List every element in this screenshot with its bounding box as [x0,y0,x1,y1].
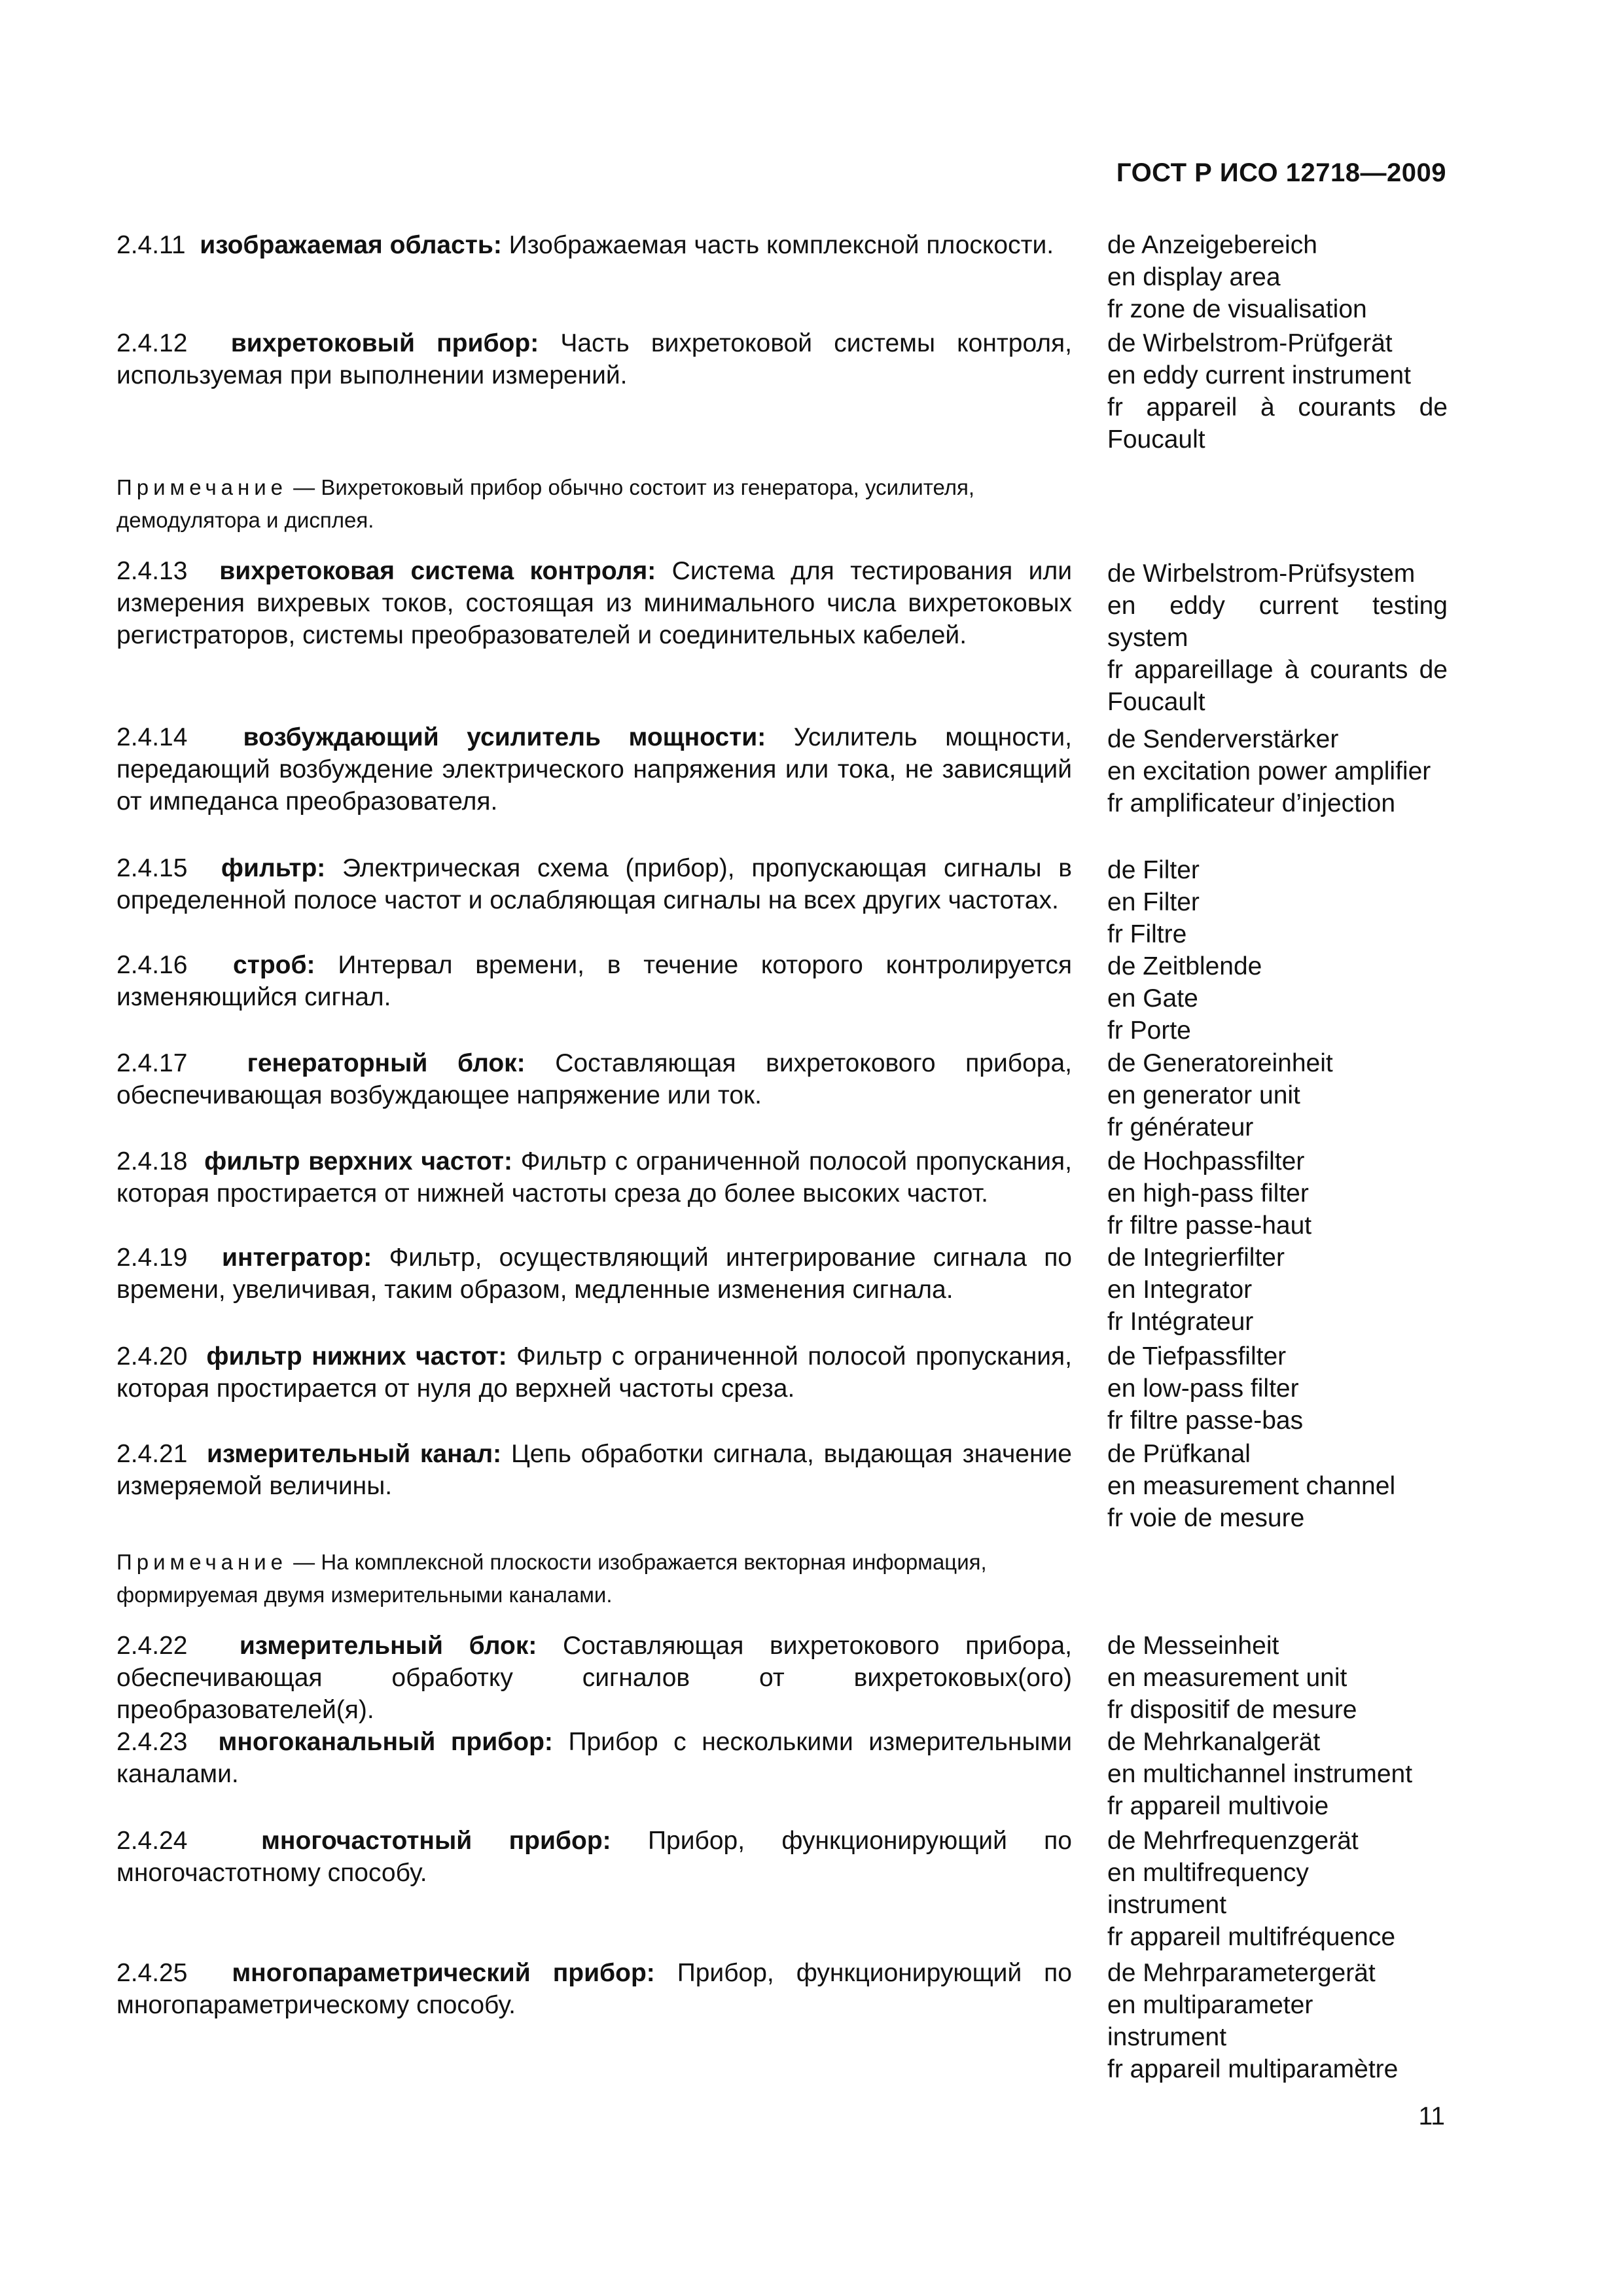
translation-de: de Tiefpassfilter [1107,1342,1287,1371]
note-text: — На комплексной плоскости изображается векторная информация, формируемая двумя измерительными каналами. [116,1550,987,1607]
term-number: 2.4.24 [116,1827,188,1855]
term-name: вихретоковая система контроля: [219,557,656,585]
translation-fr: fr appareil multivoie [1107,1792,1329,1820]
term-definition: Фильтр с ограниченной полосой пропускания, которая простирается от нуля до верхней частоты среза. [116,1342,1073,1403]
term-definition: Цепь обработки сигнала, выдающая значение измеряемой величины. [116,1440,1072,1500]
translation-en: en Integrator [1107,1276,1253,1304]
term-number: 2.4.23 [116,1728,188,1756]
term-definition: Фильтр с ограниченной полосой пропускания, которая простирается от нижней частоты среза до более высоких частот. [116,1147,1073,1208]
term-translations [1107,854,1448,950]
term-number: 2.4.11 [116,231,186,259]
translation-fr: fr voie de mesure [1107,1504,1305,1532]
term-number: 2.4.13 [116,557,188,585]
translation-en: en high-pass filter [1107,1179,1309,1208]
term-name: фильтр верхних частот: [204,1147,512,1175]
term-entry [116,1630,1072,1726]
translation-en: en measurement unit [1107,1664,1347,1692]
translation-de: de Zeitblende [1107,952,1262,980]
term-entry [116,1340,1072,1405]
term-translations [1107,1242,1448,1338]
term-translations [1107,1957,1448,2085]
term-number: 2.4.15 [116,854,188,882]
term-name: многоканальный прибор: [218,1728,553,1756]
term-translations [1107,327,1448,456]
term-entry [116,721,1072,817]
term-name: фильтр: [221,854,326,882]
term-number: 2.4.16 [116,951,188,979]
translation-fr: fr filtre passe-bas [1107,1407,1304,1435]
term-translations [1107,723,1448,819]
term-definition: Изображаемая часть комплексной плоскости. [508,231,1054,259]
term-number: 2.4.14 [116,723,188,751]
term-name: многочастотный прибор: [261,1827,611,1855]
term-entry [116,1145,1072,1210]
term-translations [1107,1340,1448,1437]
term-definition: Система для тестирования или измерения вихревых токов, состоящая из минимального числа вихретоковых регистраторов, системы преобразователей и соединительных кабелей. [116,557,1072,649]
term-definition: Усилитель мощности, передающий возбуждение электрического напряжения или тока, не зависящий от импеданса преобразователя. [116,723,1073,816]
term-definition: Электрическая схема (прибор), пропускающая сигналы в определенной полосе частот и ослабляющая сигналы на всех других частотах. [116,854,1073,914]
term-number: 2.4.18 [116,1147,188,1175]
translation-fr: fr Intégrateur [1107,1308,1254,1336]
term-translations [1107,1145,1448,1242]
term-definition: Прибор, функционирующий по многопараметрическому способу. [116,1959,1072,2019]
term-translations [1107,229,1448,325]
term-translations [1107,1630,1448,1726]
term-definition: Часть вихретоковой системы контроля, используемая при выполнении измерений. [116,329,1072,389]
term-number: 2.4.25 [116,1959,188,1987]
term-definition: Составляющая вихретокового прибора, обеспечивающая обработку сигналов от вихретоковых(ого) преобразователей(я). [116,1632,1073,1724]
translation-de: de Messeinheit [1107,1632,1279,1660]
document-header: ГОСТ Р ИСО 12718—2009 [1116,158,1446,187]
term-entry [116,555,1072,651]
translation-en: en display area [1107,263,1281,291]
term-number: 2.4.12 [116,329,188,357]
term-number: 2.4.21 [116,1440,188,1468]
translation-de: de Mehrparametergerät [1107,1959,1376,1987]
translation-de: de Filter [1107,856,1200,884]
translation-fr: fr appareil multifréquence [1107,1923,1396,1951]
term-translations [1107,1825,1448,1953]
term-entry [116,1726,1072,1790]
term-entry [116,1242,1072,1306]
translation-en: en excitation power amplifier [1107,757,1431,785]
term-name: интегратор: [221,1244,372,1272]
translation-de: de Hochpassfilter [1107,1147,1305,1175]
translation-en: en measurement channel [1107,1472,1396,1500]
translation-de: de Prüfkanal [1107,1440,1251,1468]
term-name: фильтр нижних частот: [206,1342,507,1371]
translation-de: de Anzeigebereich [1107,231,1317,259]
term-name: изображаемая область: [200,231,502,259]
term-entry [116,229,1072,261]
translation-fr: fr dispositif de mesure [1107,1696,1357,1724]
term-name: многопараметрический прибор: [232,1959,655,1987]
term-translations [1107,950,1448,1047]
translation-en: en multifrequency instrument [1107,1859,1309,1919]
translation-en: en eddy current testing system [1107,592,1448,652]
term-name: измерительный канал: [207,1440,502,1468]
translation-fr: fr filtre passe-haut [1107,1211,1312,1240]
translation-en: en multichannel instrument [1107,1760,1413,1788]
page-number: 11 [1418,2102,1445,2130]
term-definition: Прибор с несколькими измерительными каналами. [116,1728,1072,1788]
term-name: вихретоковый прибор: [230,329,539,357]
note-text: — Вихретоковый прибор обычно состоит из генератора, усилителя, демодулятора и дисплея. [116,475,975,532]
translation-fr: fr amplificateur d’injection [1107,789,1396,817]
term-entry [116,1957,1072,2021]
term-definition: Интервал времени, в течение которого контролируется изменяющийся сигнал. [116,951,1073,1011]
term-entry [116,852,1072,916]
translation-fr: fr appareil multiparamètre [1107,2055,1399,2083]
term-entry [116,1047,1072,1111]
term-entry [116,1825,1072,1889]
term-definition: Прибор, функционирующий по многочастотному способу. [116,1827,1072,1887]
translation-en: en low-pass filter [1107,1374,1299,1403]
translation-de: de Mehrkanalgerät [1107,1728,1321,1756]
term-name: возбуждающий усилитель мощности: [243,723,766,751]
note [116,1546,1072,1611]
translation-en: en generator unit [1107,1081,1300,1109]
translation-de: de Wirbelstrom-Prüfsystem [1107,560,1416,588]
note [116,471,1072,537]
term-name: генераторный блок: [247,1049,526,1077]
term-entry [116,327,1072,391]
translation-en: en eddy current instrument [1107,361,1411,389]
translation-fr: fr Porte [1107,1016,1191,1045]
translation-en: en Gate [1107,984,1198,1013]
term-name: строб: [233,951,315,979]
translation-de: de Generatoreinheit [1107,1049,1333,1077]
translation-en: en Filter [1107,888,1200,916]
term-translations [1107,1047,1448,1143]
term-translations [1107,1726,1448,1822]
translation-de: de Senderverstärker [1107,725,1339,753]
term-translations [1107,558,1448,718]
term-entry [116,949,1072,1013]
translation-de: de Wirbelstrom-Prüfgerät [1107,329,1393,357]
note-label: Примечание [116,475,288,499]
translation-de: de Mehrfrequenzgerät [1107,1827,1359,1855]
translation-fr: fr Filtre [1107,920,1187,948]
translation-fr: fr appareil à courants de Foucault [1107,393,1448,454]
term-name: измерительный блок: [239,1632,537,1660]
term-number: 2.4.22 [116,1632,188,1660]
term-entry [116,1438,1072,1502]
term-translations [1107,1438,1448,1534]
term-definition: Составляющая вихретокового прибора, обеспечивающая возбуждающее напряжение или ток. [116,1049,1073,1109]
translation-fr: fr appareillage à courants de Foucault [1107,656,1448,716]
term-number: 2.4.20 [116,1342,188,1371]
translation-de: de Integrierfilter [1107,1244,1285,1272]
term-definition: Фильтр, осуществляющий интегрирование сигнала по времени, увеличивая, таким образом, медленные изменения сигнала. [116,1244,1072,1304]
translation-fr: fr générateur [1107,1113,1254,1141]
translation-fr: fr zone de visualisation [1107,295,1367,323]
term-number: 2.4.17 [116,1049,188,1077]
translation-en: en multiparameter instrument [1107,1991,1313,2051]
note-label: Примечание [116,1550,288,1574]
term-number: 2.4.19 [116,1244,188,1272]
